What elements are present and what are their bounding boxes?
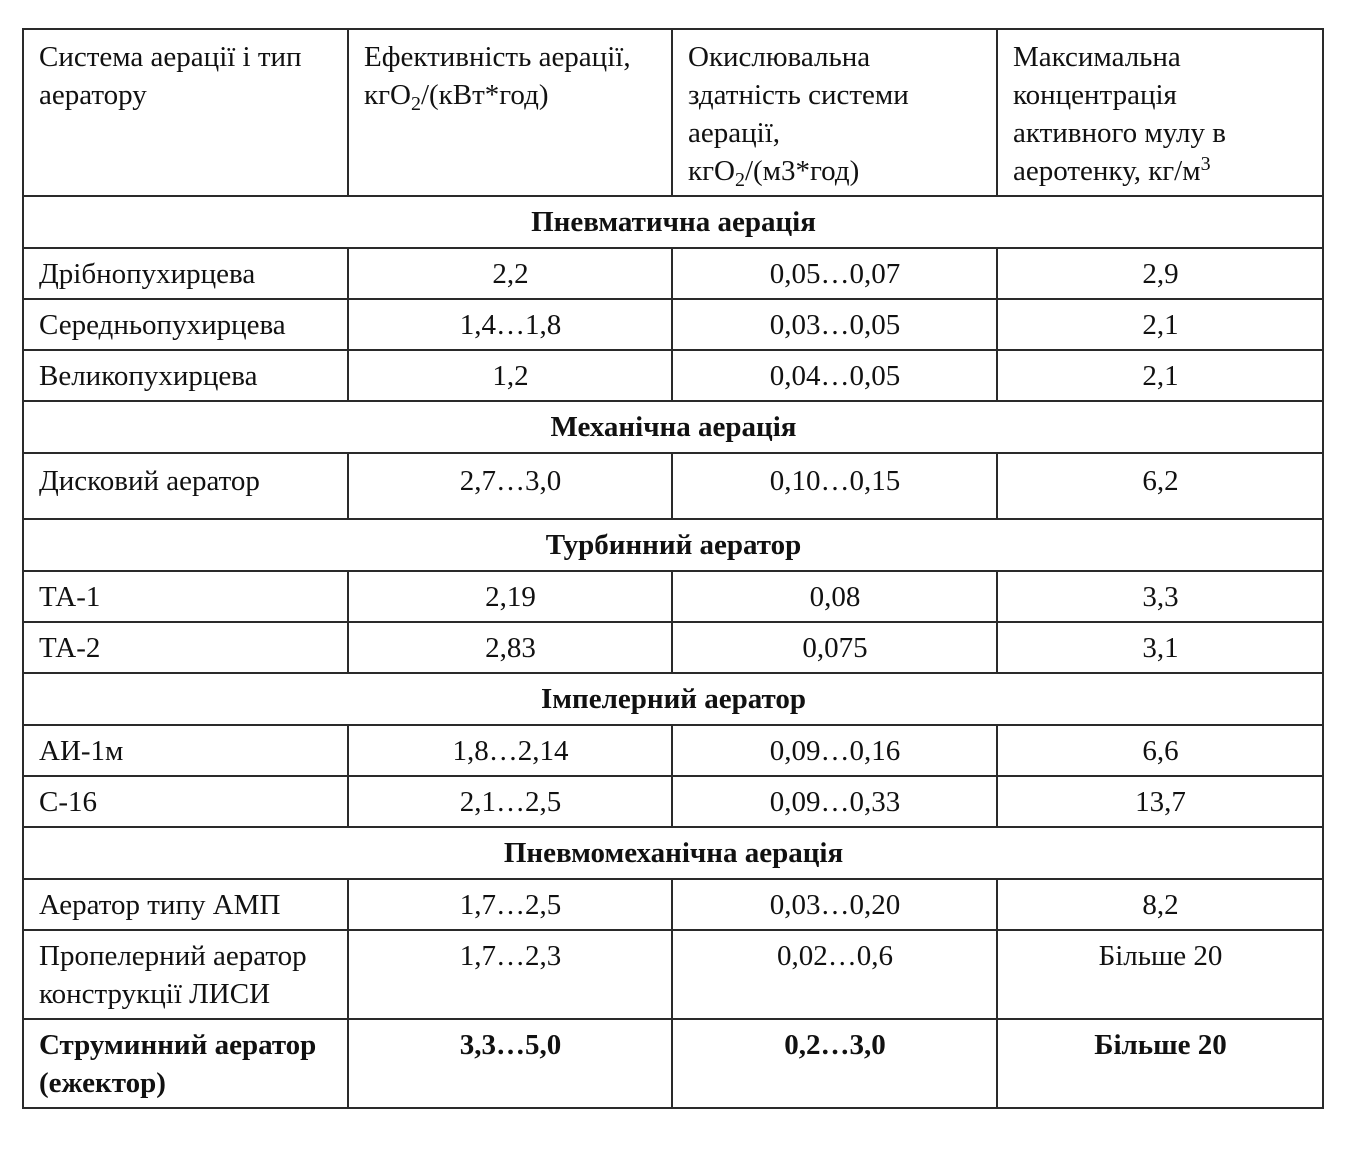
cell-system: С-16 [23,776,348,827]
cell-concentration: 2,1 [997,350,1323,401]
header-concentration-text: Максимальна концентрація активного мулу в аеротенку, кг/м [1013,41,1226,187]
cell-oxidizing: 0,075 [672,622,997,673]
section-row [23,673,1323,725]
table-row [23,879,1323,930]
header-efficiency-text: Ефективність аерації, [364,41,631,73]
cell-system: ТА-1 [23,571,348,622]
cell-concentration: Більше 20 [997,1019,1323,1108]
cell-system: Великопухирцева [23,350,348,401]
header-system [23,29,348,196]
section-row [23,196,1323,248]
cell-oxidizing: 0,02…0,6 [672,930,997,1019]
section-row [23,519,1323,571]
cell-concentration: 2,1 [997,299,1323,350]
cell-concentration: 13,7 [997,776,1323,827]
header-oxidizing-unit-a: кгО [688,155,735,187]
header-concentration-sup: 3 [1200,153,1211,175]
cell-system: Дрібнопухирцева [23,248,348,299]
header-oxidizing [672,29,997,196]
header-system-text: Система аерації і тип аератору [39,41,302,111]
table-row [23,453,1323,519]
table-row [23,725,1323,776]
cell-efficiency: 1,7…2,3 [348,930,672,1019]
header-oxidizing-sub: 2 [734,169,745,191]
table-row [23,622,1323,673]
cell-concentration: Більше 20 [997,930,1323,1019]
table-row [23,350,1323,401]
cell-efficiency: 2,2 [348,248,672,299]
cell-system: Аератор типу АМП [23,879,348,930]
cell-oxidizing: 0,03…0,20 [672,879,997,930]
cell-efficiency: 2,83 [348,622,672,673]
cell-concentration: 3,3 [997,571,1323,622]
section-title: Пневмомеханічна аерація [23,827,1323,879]
section-title: Пневматична аерація [23,196,1323,248]
cell-concentration: 2,9 [997,248,1323,299]
header-efficiency-sub: 2 [410,93,421,115]
cell-oxidizing: 0,08 [672,571,997,622]
table-row [23,776,1323,827]
cell-oxidizing: 0,10…0,15 [672,453,997,519]
table-row [23,571,1323,622]
cell-oxidizing: 0,2…3,0 [672,1019,997,1108]
table-row [23,248,1323,299]
cell-efficiency: 1,2 [348,350,672,401]
cell-system: Пропелерний аератор конструкції ЛИСИ [23,930,348,1019]
cell-system: Дисковий аератор [23,453,348,519]
cell-concentration: 6,6 [997,725,1323,776]
cell-concentration: 3,1 [997,622,1323,673]
cell-oxidizing: 0,03…0,05 [672,299,997,350]
cell-oxidizing: 0,04…0,05 [672,350,997,401]
header-oxidizing-unit-b: /(м3*год) [744,155,860,187]
header-efficiency-unit-b: /(кВт*год) [420,79,549,111]
section-row [23,827,1323,879]
cell-oxidizing: 0,05…0,07 [672,248,997,299]
cell-concentration: 8,2 [997,879,1323,930]
table-row [23,1019,1323,1108]
cell-concentration: 6,2 [997,453,1323,519]
header-oxidizing-text: Окислювальна здатність системи аерації, [688,41,909,149]
header-efficiency-unit-a: кгО [364,79,411,111]
cell-system: АИ-1м [23,725,348,776]
cell-system: Струминний аератор (ежектор) [23,1019,348,1108]
header-efficiency [348,29,672,196]
cell-efficiency: 3,3…5,0 [348,1019,672,1108]
cell-efficiency: 1,4…1,8 [348,299,672,350]
table-row [23,299,1323,350]
cell-system: Середньопухирцева [23,299,348,350]
cell-system: ТА-2 [23,622,348,673]
cell-efficiency: 2,19 [348,571,672,622]
section-title: Турбинний аератор [23,519,1323,571]
section-title: Імпелерний аератор [23,673,1323,725]
cell-oxidizing: 0,09…0,33 [672,776,997,827]
cell-efficiency: 2,7…3,0 [348,453,672,519]
cell-efficiency: 1,7…2,5 [348,879,672,930]
cell-oxidizing: 0,09…0,16 [672,725,997,776]
header-concentration [997,29,1323,196]
section-row [23,401,1323,453]
header-row [23,29,1323,196]
table-row [23,930,1323,1019]
cell-efficiency: 2,1…2,5 [348,776,672,827]
cell-efficiency: 1,8…2,14 [348,725,672,776]
section-title: Механічна аерація [23,401,1323,453]
aeration-systems-table [22,28,1324,1109]
